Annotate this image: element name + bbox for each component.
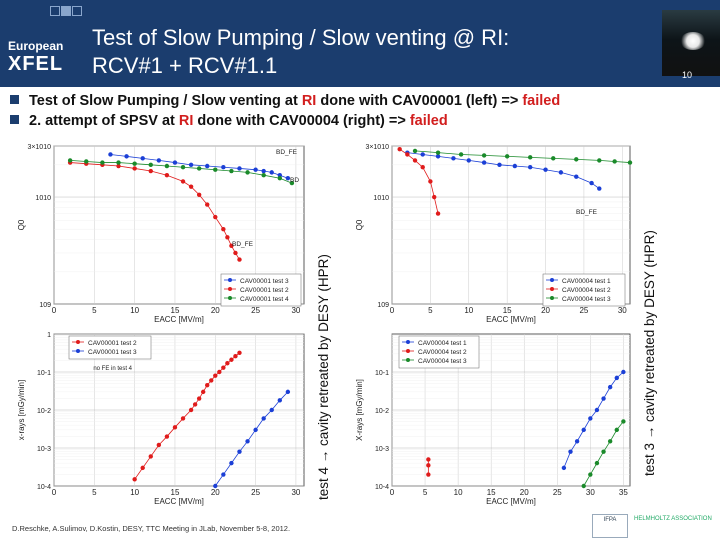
data-point: [141, 156, 145, 160]
data-point: [237, 257, 241, 261]
legend-swatch-marker: [76, 349, 80, 353]
legend-swatch-marker: [406, 349, 410, 353]
data-point: [467, 158, 471, 162]
data-point: [189, 184, 193, 188]
bullet-square-icon: [10, 115, 19, 124]
data-point: [193, 402, 197, 406]
data-point: [497, 163, 501, 167]
data-point: [68, 158, 72, 162]
x-tick-label: 0: [51, 488, 57, 497]
legend-swatch-marker: [228, 287, 232, 291]
x-axis-label: EACC [MV/m]: [154, 497, 204, 506]
data-point: [205, 164, 209, 168]
data-point: [528, 155, 532, 159]
data-point: [209, 378, 213, 382]
data-point: [451, 156, 455, 160]
annotation-bd-fe: BD_FE: [576, 209, 597, 216]
x-axis-label: EACC [MV/m]: [486, 315, 536, 324]
data-point: [189, 408, 193, 412]
xray-plot-cav00001: [14, 328, 314, 518]
x-tick-label: 30: [617, 306, 627, 315]
data-point: [149, 454, 153, 458]
slide-title: [92, 24, 652, 80]
data-point: [528, 165, 532, 169]
y-axis-label: x-rays [mGy/min]: [17, 379, 26, 441]
data-point: [513, 164, 517, 168]
data-point: [253, 168, 257, 172]
legend-swatch-marker: [550, 287, 554, 291]
data-point: [543, 168, 547, 172]
data-point: [574, 174, 578, 178]
page-number: 10: [682, 70, 693, 80]
x-tick-label: 25: [251, 306, 261, 315]
data-point: [132, 161, 136, 165]
data-point: [141, 466, 145, 470]
data-point: [421, 152, 425, 156]
data-point: [245, 170, 249, 174]
legend-swatch-marker: [406, 358, 410, 362]
data-point: [157, 443, 161, 447]
x-tick-label: 0: [389, 488, 395, 497]
data-point: [612, 159, 616, 163]
data-point: [233, 251, 237, 255]
data-point: [205, 202, 209, 206]
data-point: [413, 158, 417, 162]
data-point: [270, 170, 274, 174]
legend-entry: CAV00004 test 2: [418, 349, 467, 356]
bullet-1-result: failed: [522, 93, 561, 109]
x-tick-label: 30: [291, 488, 301, 497]
logo-square-2: [61, 6, 71, 16]
data-point: [615, 428, 619, 432]
logo-text-xfel: XFEL: [8, 53, 64, 75]
q0-plot-cav00001: [14, 138, 314, 336]
y-tick-label: 10-4: [374, 484, 389, 491]
y-tick-label: 10-1: [36, 370, 51, 377]
data-point: [436, 211, 440, 215]
legend-swatch-marker: [76, 340, 80, 344]
data-point: [221, 227, 225, 231]
x-tick-label: 5: [92, 488, 97, 497]
data-point: [426, 457, 430, 461]
bullet-2-mid: done with CAV00004 (right) =>: [193, 113, 410, 129]
bullet-item-1: [10, 91, 710, 111]
legend-entry: CAV00001 test 3: [240, 278, 289, 285]
data-point: [201, 390, 205, 394]
data-point: [278, 398, 282, 402]
legend-swatch-marker: [406, 340, 410, 344]
annotation-no-fe: no FE in test 4: [93, 366, 132, 372]
data-point: [426, 472, 430, 476]
data-point: [261, 173, 265, 177]
bullet-2-ri: RI: [178, 113, 194, 129]
data-point: [608, 385, 612, 389]
data-point: [165, 173, 169, 177]
x-tick-label: 30: [585, 488, 595, 497]
data-point: [551, 156, 555, 160]
x-tick-label: 5: [428, 306, 433, 315]
y-tick-label: 10-3: [36, 446, 51, 453]
data-point: [197, 193, 201, 197]
legend-swatch-marker: [550, 296, 554, 300]
data-point: [237, 166, 241, 170]
x-tick-label: 20: [210, 488, 220, 497]
slide-title-line2: RCV#1 + RCV#1.1: [92, 53, 278, 78]
bullet-1-ri: RI: [301, 93, 317, 109]
data-point: [237, 351, 241, 355]
data-point: [221, 165, 225, 169]
x-tick-label: 20: [210, 306, 220, 315]
legend-entry: CAV00001 test 2: [88, 340, 137, 347]
y-tick-label: 3×1010: [365, 144, 389, 151]
logo-square-1: [50, 6, 60, 16]
bullet-square-icon: [10, 95, 19, 104]
data-point: [601, 449, 605, 453]
y-tick-label: 3×1010: [27, 144, 51, 151]
data-point: [589, 181, 593, 185]
y-tick-label: 10-2: [36, 408, 51, 415]
legend-entry: CAV00001 test 3: [88, 349, 137, 356]
x-tick-label: 5: [92, 306, 97, 315]
y-tick-label: 109: [377, 302, 389, 309]
data-point: [181, 165, 185, 169]
data-point: [213, 215, 217, 219]
xray-plot-cav00004: [352, 328, 640, 518]
data-point: [189, 163, 193, 167]
right-retreat-label: test 3 → cavity retreated by DESY (HPR): [642, 230, 657, 476]
data-point: [270, 408, 274, 412]
data-point: [205, 383, 209, 387]
data-point: [574, 157, 578, 161]
bullet-list: [10, 91, 710, 131]
x-tick-label: 20: [541, 306, 551, 315]
bullet-2-result: failed: [409, 113, 448, 129]
bullet-1-mid: done with CAV00001 (left) =>: [316, 93, 523, 109]
legend-entry: CAV00004 test 3: [562, 296, 611, 303]
data-point: [459, 152, 463, 156]
data-point: [149, 169, 153, 173]
x-tick-label: 15: [486, 488, 496, 497]
data-point: [221, 365, 225, 369]
y-tick-label: 1: [47, 332, 51, 339]
y-axis-label: Q0: [355, 219, 364, 231]
data-point: [181, 179, 185, 183]
data-point: [582, 428, 586, 432]
x-tick-label: 10: [453, 488, 463, 497]
data-point: [582, 484, 586, 488]
title-bar: [0, 0, 720, 87]
x-tick-label: 10: [130, 488, 140, 497]
x-tick-label: 15: [170, 306, 180, 315]
y-tick-label: 10-2: [374, 408, 389, 415]
left-retreat-label: test 4 → cavity retreated by DESY (HPR): [316, 254, 331, 500]
data-point: [149, 163, 153, 167]
data-point: [628, 160, 632, 164]
legend-swatch-marker: [550, 278, 554, 282]
data-point: [116, 160, 120, 164]
x-tick-label: 0: [51, 306, 57, 315]
legend-swatch-marker: [228, 278, 232, 282]
legend-swatch-marker: [228, 296, 232, 300]
data-point: [562, 466, 566, 470]
x-tick-label: 5: [422, 488, 428, 497]
data-point: [165, 164, 169, 168]
data-point: [213, 373, 217, 377]
x-tick-label: 10: [464, 306, 474, 315]
q0-plot-cav00004: [352, 138, 640, 336]
y-tick-label: 10-1: [374, 370, 389, 377]
data-point: [436, 150, 440, 154]
legend-entry: CAV00001 test 4: [240, 296, 289, 303]
logo-text-european: European: [8, 39, 64, 53]
data-point: [413, 149, 417, 153]
data-point: [173, 425, 177, 429]
data-point: [615, 376, 619, 380]
data-point: [568, 449, 572, 453]
data-point: [165, 434, 169, 438]
data-point: [221, 472, 225, 476]
data-point: [100, 160, 104, 164]
x-tick-label: 25: [579, 306, 589, 315]
legend-entry: CAV00004 test 3: [418, 358, 467, 365]
data-point: [217, 370, 221, 374]
data-point: [229, 169, 233, 173]
data-point: [173, 160, 177, 164]
data-point: [253, 428, 257, 432]
y-tick-label: 10-4: [36, 484, 51, 491]
cavity-photo: [662, 10, 720, 76]
data-point: [261, 416, 265, 420]
data-point: [397, 147, 401, 151]
x-axis-label: EACC [MV/m]: [154, 315, 204, 324]
data-point: [588, 472, 592, 476]
annotation-bd-fe: BD_FE: [232, 241, 253, 248]
data-point: [261, 169, 265, 173]
data-point: [245, 439, 249, 443]
data-point: [597, 158, 601, 162]
data-point: [132, 166, 136, 170]
x-tick-label: 20: [519, 488, 529, 497]
y-tick-label: 109: [39, 302, 51, 309]
helmholtz-logo: HELMHOLTZ ASSOCIATION: [634, 516, 712, 522]
y-axis-label: X-rays [mGy/min]: [355, 379, 364, 441]
data-point: [213, 168, 217, 172]
data-point: [426, 463, 430, 467]
x-tick-label: 25: [251, 488, 261, 497]
photo-glow: [680, 32, 706, 50]
data-point: [197, 396, 201, 400]
data-point: [621, 370, 625, 374]
data-point: [108, 152, 112, 156]
x-tick-label: 15: [502, 306, 512, 315]
bullet-item-2: [10, 111, 710, 131]
x-tick-label: 30: [291, 306, 301, 315]
data-point: [482, 153, 486, 157]
data-point: [601, 396, 605, 400]
legend-entry: CAV00001 test 2: [240, 287, 289, 294]
y-axis-label: Q0: [17, 219, 26, 231]
ifpa-logo: IFPA: [592, 514, 628, 538]
data-point: [588, 416, 592, 420]
data-point: [229, 358, 233, 362]
data-point: [482, 160, 486, 164]
bullet-1-text: Test of Slow Pumping / Slow venting at: [29, 93, 302, 109]
data-point: [197, 166, 201, 170]
data-point: [595, 461, 599, 465]
x-tick-label: 0: [389, 306, 395, 315]
data-point: [225, 235, 229, 239]
x-tick-label: 35: [618, 488, 628, 497]
data-point: [608, 439, 612, 443]
data-point: [237, 449, 241, 453]
x-tick-label: 15: [170, 488, 180, 497]
european-xfel-logo: [8, 40, 80, 80]
data-point: [132, 477, 136, 481]
data-point: [505, 154, 509, 158]
data-point: [213, 484, 217, 488]
data-point: [181, 416, 185, 420]
y-tick-label: 1010: [35, 195, 51, 203]
data-point: [621, 419, 625, 423]
data-point: [225, 361, 229, 365]
legend-entry: CAV00004 test 1: [562, 278, 611, 285]
data-point: [597, 186, 601, 190]
data-point: [559, 170, 563, 174]
data-point: [233, 354, 237, 358]
data-point: [575, 439, 579, 443]
data-point: [428, 179, 432, 183]
data-point: [286, 390, 290, 394]
y-tick-label: 1010: [373, 195, 389, 203]
x-tick-label: 25: [552, 488, 562, 497]
annotation-bd: BD: [290, 177, 300, 184]
slide-title-line1: Test of Slow Pumping / Slow venting @ RI:: [92, 25, 510, 50]
footer-credits: D.Reschke, A.Sulimov, D.Kostin, DESY, TTC Meeting in JLab, November 5-8, 2012.: [12, 524, 291, 533]
data-point: [595, 408, 599, 412]
bullet-2-text: 2. attempt of SPSV at: [29, 113, 179, 129]
legend-entry: CAV00004 test 1: [418, 340, 467, 347]
x-tick-label: 10: [130, 306, 140, 315]
y-tick-label: 10-3: [374, 446, 389, 453]
data-point: [421, 165, 425, 169]
data-point: [124, 154, 128, 158]
data-point: [432, 195, 436, 199]
data-point: [229, 461, 233, 465]
logo-square-3: [72, 6, 82, 16]
x-axis-label: EACC [MV/m]: [486, 497, 536, 506]
data-point: [84, 159, 88, 163]
data-point: [405, 152, 409, 156]
data-point: [278, 176, 282, 180]
data-point: [157, 158, 161, 162]
annotation-bd-fe: BD_FE: [276, 149, 297, 156]
legend-entry: CAV00004 test 2: [562, 287, 611, 294]
